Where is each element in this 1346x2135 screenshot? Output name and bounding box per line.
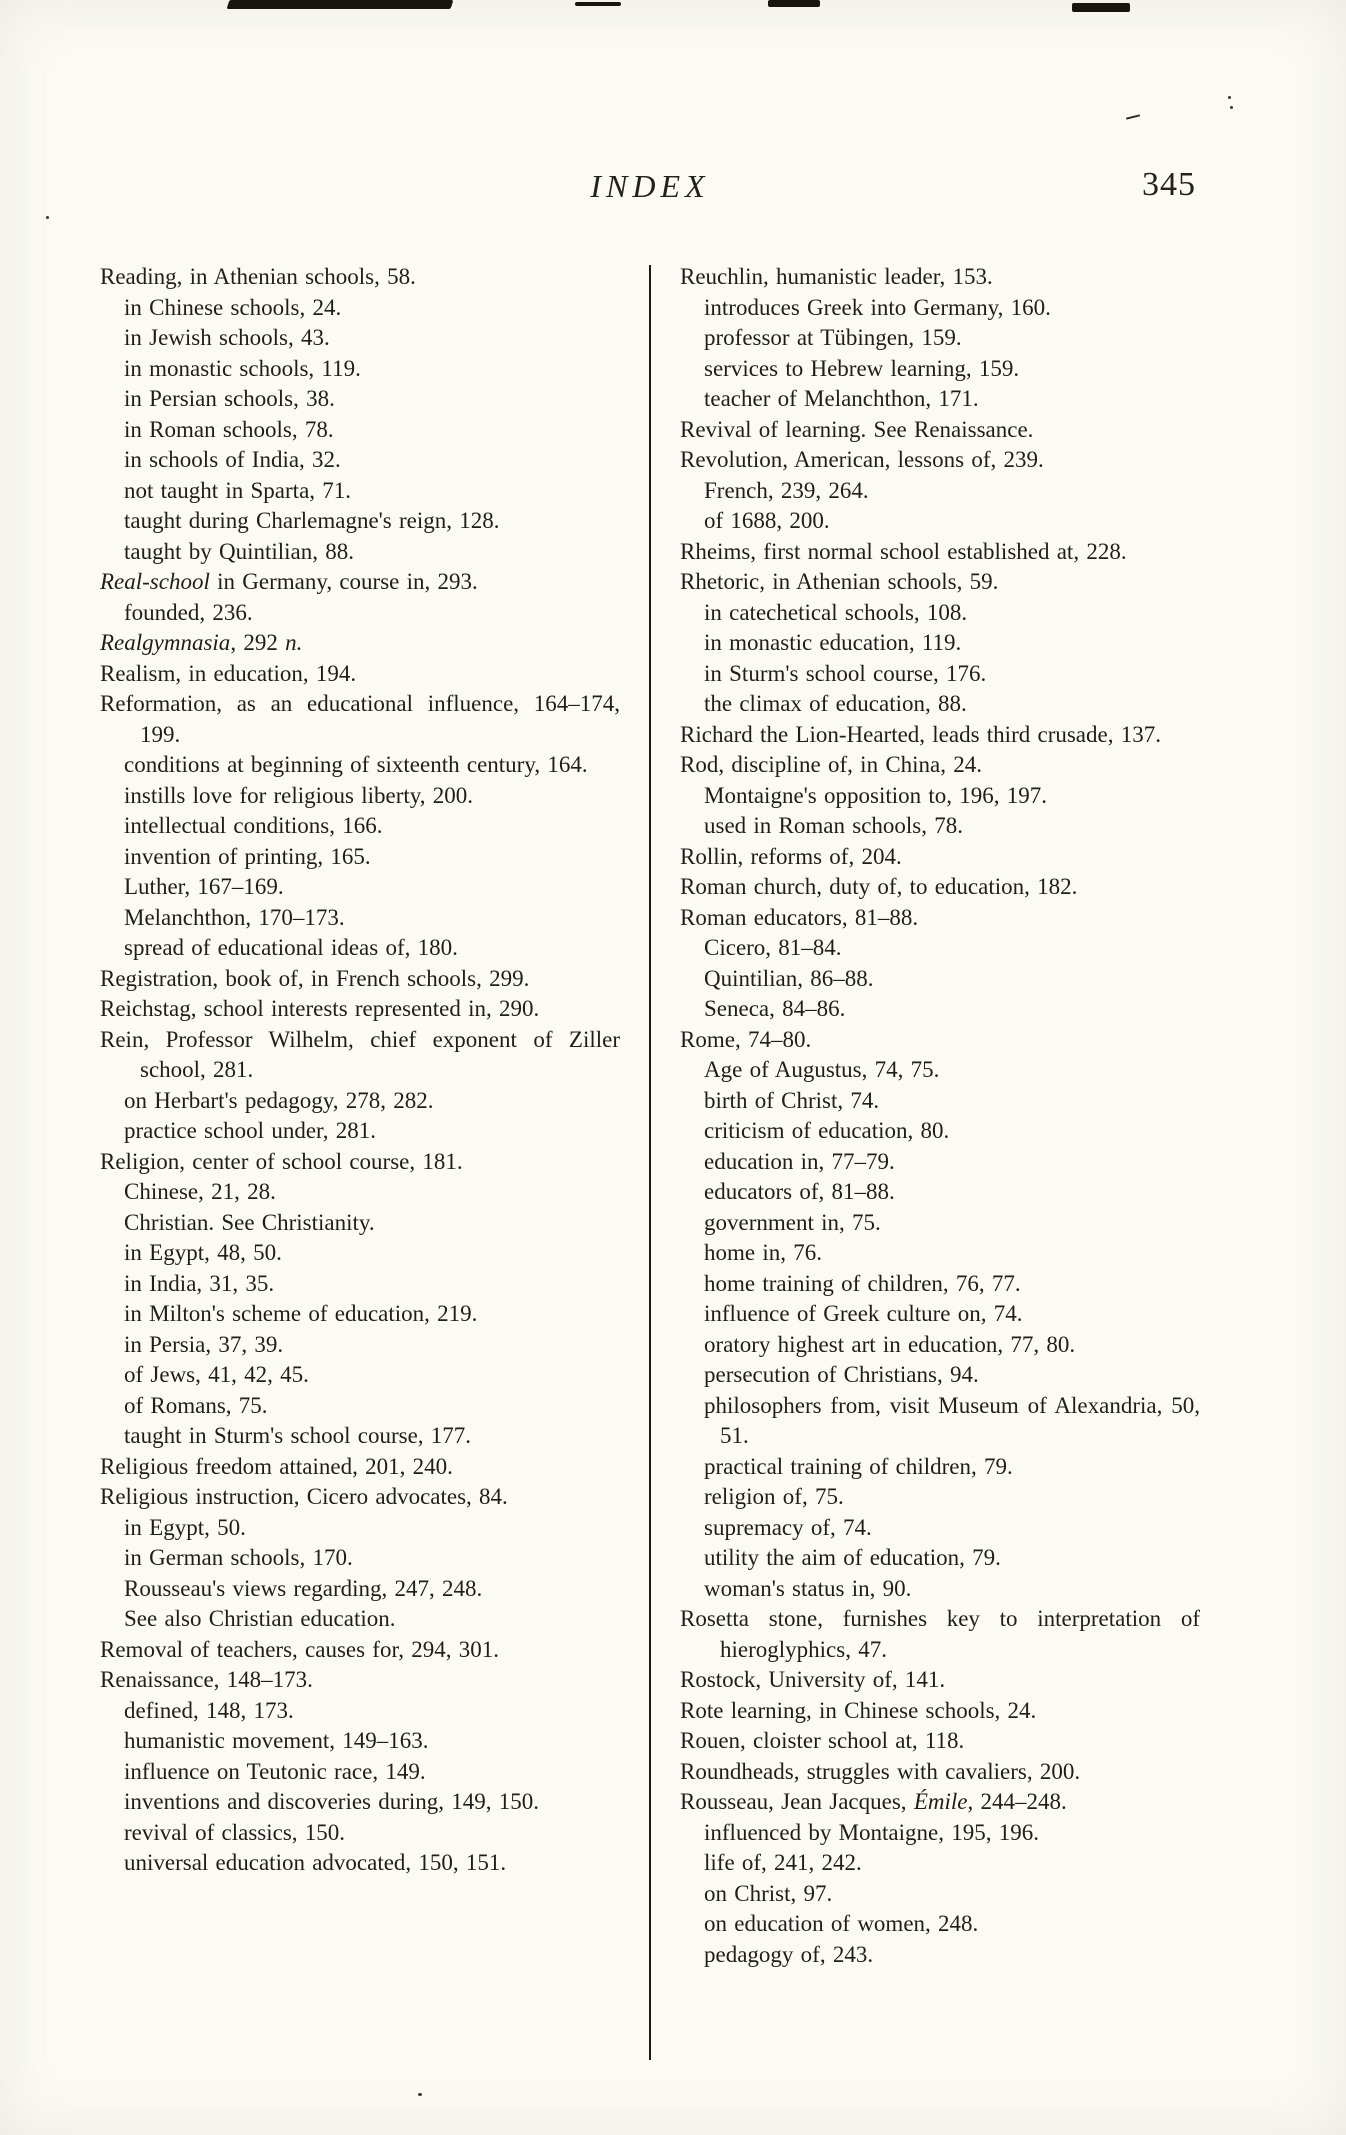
index-entry — [680, 872, 1200, 903]
index-entry-text: inventions and discoveries during, 149, 150. — [124, 1789, 540, 1814]
index-entry-text: Revolution, American, lessons of, 239. — [680, 447, 1044, 472]
index-entry-text: Rostock, University of, 141. — [680, 1667, 946, 1692]
index-entry-text: of 1688, 200. — [704, 508, 830, 533]
index-entry — [100, 750, 620, 781]
index-entry-text: conditions at beginning of sixteenth century, 164. — [124, 752, 588, 777]
index-entry-text: Reformation, as an educational influence, 164–174, 199. — [100, 691, 620, 747]
index-entry — [100, 293, 620, 324]
index-entry-text: home in, 76. — [704, 1240, 822, 1265]
index-entry — [680, 1574, 1200, 1605]
index-entry — [680, 1879, 1200, 1910]
index-entry — [100, 506, 620, 537]
index-entry — [680, 994, 1200, 1025]
index-entry-text: Registration, book of, in French schools, 299. — [100, 965, 530, 991]
scan-speck — [46, 216, 49, 219]
index-entry-text: professor at Tübingen, 159. — [704, 325, 962, 350]
index-entry-text: in Persia, 37, 39. — [124, 1331, 284, 1357]
index-entry-text: utility the aim of education, 79. — [704, 1545, 1001, 1570]
index-entry — [680, 689, 1200, 720]
index-entry — [100, 811, 620, 842]
page-title: INDEX — [590, 168, 710, 204]
scan-speck — [1126, 114, 1140, 119]
index-entry-text: Rosetta stone, furnishes key to interpretation of hieroglyphics, 47. — [680, 1606, 1200, 1662]
index-entry — [680, 811, 1200, 842]
index-entry — [100, 1696, 620, 1727]
scan-speck — [418, 2093, 422, 2096]
index-entry — [680, 1025, 1200, 1056]
index-entry-text: Real-school — [100, 569, 210, 594]
index-entry-text: not taught in Sparta, 71. — [124, 477, 352, 503]
index-entry — [100, 1360, 620, 1391]
index-entry — [100, 1665, 620, 1696]
scan-artifact — [768, 0, 820, 7]
index-entry — [100, 781, 620, 812]
index-entry — [100, 628, 620, 659]
index-entry-text: intellectual conditions, 166. — [124, 813, 383, 838]
index-entry — [680, 1909, 1200, 1940]
index-entry-text: in Egypt, 48, 50. — [124, 1240, 282, 1265]
index-entry — [680, 1177, 1200, 1208]
index-entry — [680, 537, 1200, 568]
index-entry — [100, 964, 620, 995]
index-entry-text: persecution of Christians, 94. — [704, 1362, 979, 1387]
index-entry-text: , 244–248. — [967, 1789, 1067, 1814]
index-entry-text: , 292 — [230, 630, 286, 655]
index-entry-text: n. — [285, 630, 303, 655]
index-entry — [100, 1269, 620, 1300]
index-entry-text: Renaissance, 148–173. — [100, 1667, 313, 1692]
index-entry-text: invention of printing, 165. — [124, 843, 371, 869]
index-entry-text: Luther, 167–169. — [124, 874, 284, 899]
index-entry-text: services to Hebrew learning, 159. — [704, 355, 1020, 381]
index-entry — [100, 1787, 620, 1818]
index-entry — [680, 1787, 1200, 1818]
index-entry — [100, 1421, 620, 1452]
index-entry — [680, 1360, 1200, 1391]
index-entry-text: on Christ, 97. — [704, 1880, 833, 1906]
index-entry-text: religion of, 75. — [704, 1484, 844, 1509]
index-entry-text: Quintilian, 86–88. — [704, 965, 874, 991]
index-entry-text: in schools of India, 32. — [124, 447, 341, 472]
index-entry — [100, 1452, 620, 1483]
index-entry — [680, 628, 1200, 659]
index-entry-text: Richard the Lion-Hearted, leads third crusade, 137. — [680, 721, 1161, 747]
page-number: 345 — [1142, 166, 1196, 203]
index-entry-text: practical training of children, 79. — [704, 1453, 1013, 1479]
index-entry-text: Seneca, 84–86. — [704, 996, 846, 1021]
index-entry — [100, 262, 620, 293]
index-entry — [680, 1848, 1200, 1879]
scan-artifact — [1072, 3, 1130, 12]
index-entry — [680, 1513, 1200, 1544]
index-entry-text: on Herbart's pedagogy, 278, 282. — [124, 1087, 434, 1113]
index-entry-text: criticism of education, 80. — [704, 1118, 950, 1143]
index-entry — [680, 1452, 1200, 1483]
index-entry — [100, 1238, 620, 1269]
index-entry-text: in Germany, course in, 293. — [209, 569, 478, 594]
index-entry-text: Émile — [913, 1789, 968, 1814]
index-entry-text: See also Christian education. — [124, 1606, 396, 1631]
index-entry — [680, 1543, 1200, 1574]
index-entry — [100, 1025, 620, 1086]
index-entry-text: Cicero, 81–84. — [704, 935, 842, 960]
index-entry-text: revival of classics, 150. — [124, 1819, 346, 1845]
index-entry-text: taught by Quintilian, 88. — [124, 538, 355, 564]
index-entry-text: in Milton's scheme of education, 219. — [124, 1301, 478, 1326]
index-entry-text: Rheims, first normal school established at, 228. — [680, 538, 1127, 564]
index-entry-text: Rein, Professor Wilhelm, chief exponent of Ziller school, 281. — [100, 1026, 620, 1082]
index-entry-text: founded, 236. — [124, 599, 253, 625]
index-entry — [100, 415, 620, 446]
index-entry-text: humanistic movement, 149–163. — [124, 1728, 429, 1753]
index-entry-text: Religious instruction, Cicero advocates, 84. — [100, 1484, 508, 1509]
index-entry — [680, 781, 1200, 812]
index-entry — [100, 994, 620, 1025]
index-entry — [680, 933, 1200, 964]
index-entry — [680, 1086, 1200, 1117]
index-column-left — [100, 262, 620, 1970]
index-entry-text: Removal of teachers, causes for, 294, 301. — [100, 1636, 499, 1662]
index-entry — [680, 1482, 1200, 1513]
index-entry — [100, 567, 620, 598]
index-entry — [680, 750, 1200, 781]
index-entry-text: woman's status in, 90. — [704, 1575, 912, 1601]
index-entry — [100, 1513, 620, 1544]
index-entry — [100, 1757, 620, 1788]
index-entry-text: birth of Christ, 74. — [704, 1087, 880, 1113]
index-entry — [100, 1116, 620, 1147]
index-entry — [100, 1299, 620, 1330]
index-entry-text: of Romans, 75. — [124, 1392, 268, 1418]
index-entry — [100, 1818, 620, 1849]
index-entry-text: defined, 148, 173. — [124, 1697, 294, 1723]
index-entry — [680, 720, 1200, 751]
index-entry-text: in monastic education, 119. — [704, 630, 962, 655]
index-entry — [100, 537, 620, 568]
index-entry-text: education in, 77–79. — [704, 1148, 895, 1174]
index-entry-text: the climax of education, 88. — [704, 691, 967, 716]
index-entry-text: in monastic schools, 119. — [124, 355, 361, 381]
index-entry-text: influenced by Montaigne, 195, 196. — [704, 1819, 1039, 1845]
index-entry-text: Rousseau, Jean Jacques, — [680, 1789, 914, 1814]
index-entry-text: Rote learning, in Chinese schools, 24. — [680, 1697, 1037, 1723]
index-entry-text: spread of educational ideas of, 180. — [124, 935, 458, 960]
index-entry-text: Reichstag, school interests represented in, 290. — [100, 996, 540, 1021]
index-entry — [100, 445, 620, 476]
index-entry — [100, 1330, 620, 1361]
index-entry — [100, 323, 620, 354]
index-entry — [680, 903, 1200, 934]
index-entry-text: Rousseau's views regarding, 247, 248. — [124, 1575, 483, 1601]
index-entry-text: supremacy of, 74. — [704, 1514, 872, 1540]
index-entry-text: in German schools, 170. — [124, 1545, 353, 1570]
index-entry-text: influence on Teutonic race, 149. — [124, 1758, 426, 1784]
index-entry — [100, 1391, 620, 1422]
index-entry-text: Age of Augustus, 74, 75. — [704, 1057, 940, 1082]
index-entry — [100, 598, 620, 629]
index-entry-text: pedagogy of, 243. — [704, 1941, 874, 1967]
index-entry-text: of Jews, 41, 42, 45. — [124, 1362, 309, 1387]
index-entry — [100, 1726, 620, 1757]
index-entry — [680, 598, 1200, 629]
index-entry — [100, 384, 620, 415]
index-entry — [100, 659, 620, 690]
index-entry-text: influence of Greek culture on, 74. — [704, 1301, 1023, 1326]
index-entry — [680, 1116, 1200, 1147]
index-entry-text: practice school under, 281. — [124, 1118, 377, 1143]
index-entry — [100, 476, 620, 507]
index-entry-text: educators of, 81–88. — [704, 1179, 895, 1204]
index-entry-text: introduces Greek into Germany, 160. — [704, 294, 1051, 320]
index-entry-text: on education of women, 248. — [704, 1911, 979, 1936]
index-entry — [100, 1208, 620, 1239]
page-header — [100, 168, 1200, 216]
index-entry-text: philosophers from, visit Museum of Alexandria, 50, 51. — [704, 1392, 1200, 1448]
index-entry — [680, 1818, 1200, 1849]
index-entry — [680, 842, 1200, 873]
index-entry — [680, 1757, 1200, 1788]
index-entry — [680, 659, 1200, 690]
index-entry-text: Roman educators, 81–88. — [680, 904, 919, 930]
index-entry-text: in Sturm's school course, 176. — [704, 660, 987, 686]
index-entry-text: in Chinese schools, 24. — [124, 294, 342, 320]
index-entry-text: Reading, in Athenian schools, 58. — [100, 264, 416, 289]
index-entry-text: French, 239, 264. — [704, 477, 869, 503]
index-entry — [680, 1330, 1200, 1361]
index-entry — [100, 1848, 620, 1879]
index-entry — [680, 1391, 1200, 1452]
index-entry-text: Realgymnasia — [100, 630, 231, 655]
index-entry — [100, 689, 620, 750]
index-entry — [100, 1604, 620, 1635]
index-entry-text: taught during Charlemagne's reign, 128. — [124, 508, 500, 533]
index-entry — [100, 872, 620, 903]
index-entry-text: Reuchlin, humanistic leader, 153. — [680, 264, 993, 289]
scan-speck — [1228, 96, 1231, 99]
index-entry-text: in Roman schools, 78. — [124, 416, 334, 442]
index-entry-text: teacher of Melanchthon, 171. — [704, 386, 979, 411]
index-entry-text: Melanchthon, 170–173. — [124, 904, 345, 930]
index-entry — [680, 1238, 1200, 1269]
scan-artifact — [227, 0, 454, 9]
index-entry-text: Roman church, duty of, to education, 182. — [680, 874, 1078, 899]
index-entry — [100, 1177, 620, 1208]
index-entry — [680, 964, 1200, 995]
index-entry-text: Rod, discipline of, in China, 24. — [680, 752, 983, 777]
index-entry — [680, 1055, 1200, 1086]
index-entry — [680, 1208, 1200, 1239]
index-entry — [680, 1726, 1200, 1757]
index-entry-text: Religion, center of school course, 181. — [100, 1148, 463, 1174]
index-entry — [100, 1086, 620, 1117]
index-entry — [680, 1665, 1200, 1696]
index-entry — [680, 384, 1200, 415]
index-entry — [100, 1635, 620, 1666]
index-entry-text: Christian. See Christianity. — [124, 1209, 375, 1235]
index-entry — [680, 476, 1200, 507]
index-entry-text: Roundheads, struggles with cavaliers, 200. — [680, 1758, 1081, 1784]
index-entry — [100, 354, 620, 385]
index-entry — [100, 1574, 620, 1605]
index-entry — [100, 933, 620, 964]
index-entry-text: oratory highest art in education, 77, 80. — [704, 1331, 1076, 1357]
index-entry-text: life of, 241, 242. — [704, 1850, 862, 1875]
index-entry — [100, 842, 620, 873]
index-entry — [680, 415, 1200, 446]
index-entry-text: used in Roman schools, 78. — [704, 813, 963, 838]
index-entry-text: in India, 31, 35. — [124, 1270, 275, 1296]
index-entry-text: in Egypt, 50. — [124, 1514, 246, 1540]
index-entry — [100, 903, 620, 934]
index-entry — [680, 445, 1200, 476]
index-entry — [680, 506, 1200, 537]
index-entry — [100, 1482, 620, 1513]
index-entry-text: Realism, in education, 194. — [100, 660, 357, 686]
index-entry-text: Religious freedom attained, 201, 240. — [100, 1453, 453, 1479]
index-entry-text: government in, 75. — [704, 1209, 881, 1235]
index-columns — [100, 262, 1200, 1970]
index-entry — [680, 262, 1200, 293]
index-entry — [680, 354, 1200, 385]
index-entry-text: in Jewish schools, 43. — [124, 325, 330, 350]
scan-speck — [1230, 106, 1233, 109]
index-entry-text: universal education advocated, 150, 151. — [124, 1850, 507, 1875]
index-entry — [680, 567, 1200, 598]
index-entry — [100, 1147, 620, 1178]
index-entry-text: in catechetical schools, 108. — [704, 599, 968, 625]
index-entry-text: Rollin, reforms of, 204. — [680, 843, 902, 869]
index-entry-text: taught in Sturm's school course, 177. — [124, 1423, 472, 1448]
index-entry — [680, 1604, 1200, 1665]
index-entry-text: Revival of learning. See Renaissance. — [680, 416, 1034, 442]
index-entry — [680, 293, 1200, 324]
index-entry-text: Montaigne's opposition to, 196, 197. — [704, 782, 1048, 808]
index-column-right — [680, 262, 1200, 1970]
index-entry — [680, 1269, 1200, 1300]
index-entry-text: Rhetoric, in Athenian schools, 59. — [680, 569, 999, 594]
index-entry-text: Chinese, 21, 28. — [124, 1179, 276, 1204]
index-entry — [680, 1696, 1200, 1727]
index-entry-text: Rome, 74–80. — [680, 1026, 812, 1052]
index-entry — [680, 323, 1200, 354]
index-entry — [680, 1299, 1200, 1330]
index-entry-text: Rouen, cloister school at, 118. — [680, 1728, 965, 1753]
index-entry-text: in Persian schools, 38. — [124, 386, 335, 411]
index-entry-text: instills love for religious liberty, 200. — [124, 782, 474, 808]
index-entry-text: home training of children, 76, 77. — [704, 1270, 1021, 1296]
index-entry — [680, 1147, 1200, 1178]
index-entry — [680, 1940, 1200, 1971]
index-entry — [100, 1543, 620, 1574]
scan-artifact — [575, 2, 621, 6]
